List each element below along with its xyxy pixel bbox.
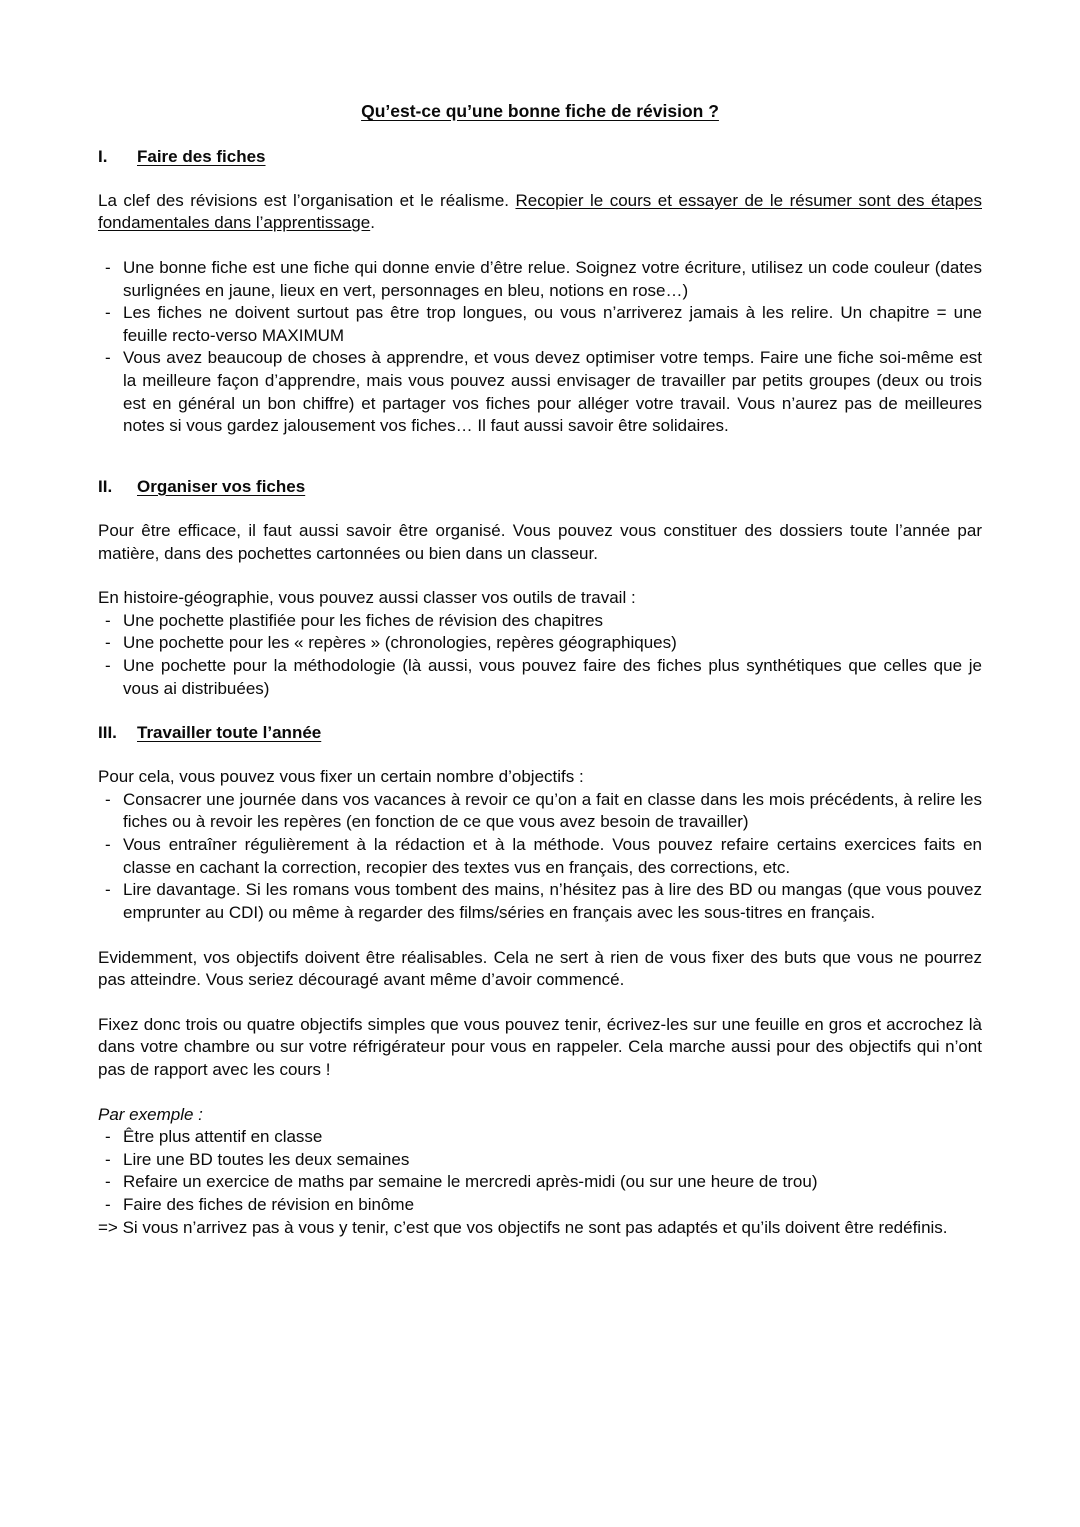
list-item: - Faire des fiches de révision en binôme [98,1194,982,1217]
section-2-paragraph-1: Pour être efficace, il faut aussi savoir être organisé. Vous pouvez vous constituer des dossiers toute l’année par matière, dans des pochettes cartonnées ou bien dans un classeur. [98,520,982,563]
list-item: - Une pochette pour la méthodologie (là aussi, vous pouvez faire des fiches plus synthétiques que celles que je vous ai distribuées) [98,655,982,700]
list-item: - Une bonne fiche est une fiche qui donne envie d’être relue. Soignez votre écriture, utilisez un code couleur (dates surlignées en jaune, lieux en vert, personnages en bleu, notions en rose…) [98,257,982,302]
list-item: - Refaire un exercice de maths par semaine le mercredi après-midi (ou sur une heure de trou) [98,1171,982,1194]
section-1-intro-paragraph [98,190,982,235]
section-number-2: II. [98,476,113,496]
section-1-intro-underlined: Recopier le cours et essayer de le résumer sont des étapes fondamentales dans l’apprentissage [98,190,982,233]
section-title-2: Organiser vos fiches [137,476,306,496]
list-item: - Vous entraîner régulièrement à la rédaction et à la méthode. Vous pouvez refaire certains exercices faits en classe en cachant la correction, recopier des textes vus en français, des corrections, etc. [98,834,982,879]
list-item: - Les fiches ne doivent surtout pas être trop longues, ou vous n’arriverez jamais à les relire. Un chapitre = une feuille recto-verso MAXIMUM [98,302,982,347]
section-3-intro: Pour cela, vous pouvez vous fixer un certain nombre d’objectifs : [98,767,584,787]
section-3-paragraph-fixez: Fixez donc trois ou quatre objectifs simples que vous pouvez tenir, écrivez-les sur une feuille en gros et accrochez là dans votre chambre ou sur votre réfrigérateur pour vous en rappeler. Cela marche aussi pour des objectifs qui n’ont pas de rapport avec les cours ! [98,1014,982,1079]
document-body [98,0,982,1239]
list-item: - Lire davantage. Si les romans vous tombent des mains, n’hésitez pas à lire des BD ou mangas (que vous pouvez emprunter au CDI) ou même à regarder des films/séries en français avec les sous-titres en français. [98,879,982,924]
section-1-intro-plain: La clef des révisions est l’organisation et le réalisme. [98,190,516,210]
example-bullet-list [98,1126,982,1216]
section-title-1: Faire des fiches [137,146,266,166]
section-1-intro-tail: . [370,213,375,233]
section-2-bullet-list [98,610,982,700]
section-1-bullet-list [98,257,982,438]
example-label: Par exemple : [98,1104,203,1124]
section-3-bullet-list [98,789,982,925]
section-2-paragraph-2: En histoire-géographie, vous pouvez aussi classer vos outils de travail : [98,588,636,608]
section-heading-1 [98,146,982,168]
section-3-conclusion: => Si vous n’arrivez pas à vous y tenir, c’est que vos objectifs ne sont pas adaptés et qu’ils doivent être redéfinis. [98,1217,948,1237]
list-item: - Être plus attentif en classe [98,1126,982,1149]
list-item: - Une pochette pour les « repères » (chronologies, repères géographiques) [98,632,982,655]
list-item: - Lire une BD toutes les deux semaines [98,1149,982,1172]
section-3-paragraph-realisable: Evidemment, vos objectifs doivent être réalisables. Cela ne sert à rien de vous fixer des buts que vous ne pourrez pas atteindre. Vous seriez découragé avant même d’avoir commencé. [98,947,982,990]
list-item: - Consacrer une journée dans vos vacances à revoir ce qu’on a fait en classe dans les mois précédents, à relire les fiches ou à revoir les repères (en fonction de ce que vous avez besoin de travailler) [98,789,982,834]
section-number-3: III. [98,723,117,743]
page-title-text: Qu’est-ce qu’une bonne fiche de révision ? [361,101,719,121]
list-item: - Vous avez beaucoup de choses à apprendre, et vous devez optimiser votre temps. Faire une fiche soi-même est la meilleure façon d’apprendre, mais vous pouvez aussi envisager de travailler par petits groupes (deux ou trois est en général un bon chiffre) et partager vos fiches pour alléger votre travail. Vous n’aurez pas de meilleures notes si vous gardez jalousement vos fiches… Il faut aussi savoir être solidaires. [98,347,982,437]
section-title-3: Travailler toute l’année [137,723,322,743]
section-heading-3 [98,722,982,744]
section-number-1: I. [98,146,108,166]
section-heading-2 [98,476,982,498]
page-title [98,0,982,124]
list-item: - Une pochette plastifiée pour les fiches de révision des chapitres [98,610,982,633]
